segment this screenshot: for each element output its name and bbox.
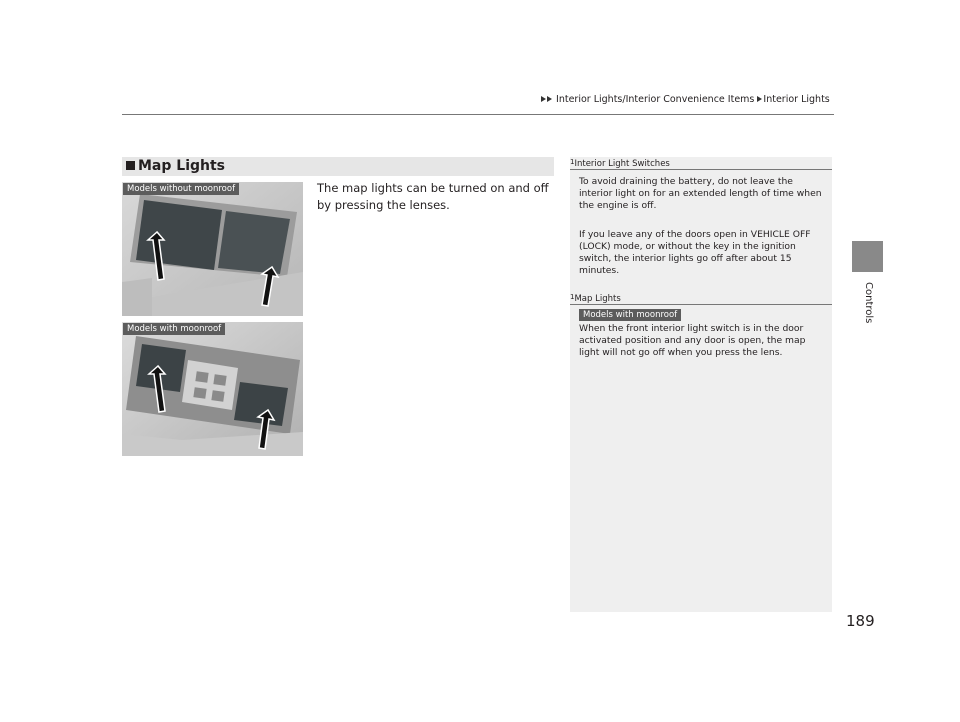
triangle-bullet-icon (541, 96, 546, 102)
section-title-text: Map Lights (138, 158, 226, 174)
headliner-photo-illustration (122, 182, 303, 316)
note-heading-text: Interior Light Switches (574, 159, 670, 169)
notes-panel (570, 157, 832, 612)
reference-marker: 1 (570, 158, 575, 166)
model-tag: Models with moonroof (123, 323, 225, 335)
chapter-tab-marker (852, 241, 883, 272)
note-paragraph: If you leave any of the doors open in VEHICLE OFF (LOCK) mode, or without the key in the ignition switch, the interior lights go off after about 15 minutes. (579, 229, 811, 276)
photo-map-lights-with-moonroof (122, 322, 303, 456)
body-text: The map lights can be turned on and off by pressing the lenses. (317, 181, 549, 212)
square-bullet-icon (126, 161, 135, 170)
section-title (126, 158, 225, 174)
photo-map-lights-without-moonroof (122, 182, 303, 316)
note-rule (570, 304, 832, 305)
model-tag: Models with moonroof (579, 309, 681, 321)
note-rule (570, 169, 832, 170)
note-heading-text: Map Lights (574, 294, 621, 304)
breadcrumb-item[interactable]: Interior Lights (763, 94, 830, 105)
triangle-bullet-icon (757, 96, 762, 102)
page-number: 189 (846, 612, 875, 630)
chapter-tab-label[interactable]: Controls (863, 282, 874, 324)
note-paragraph: To avoid draining the battery, do not leave the interior light on for an extended length of time when the engine is off. (579, 176, 822, 211)
headliner-photo-illustration (122, 322, 303, 456)
triangle-bullet-icon (547, 96, 552, 102)
model-tag: Models without moonroof (123, 183, 239, 195)
breadcrumb-item[interactable]: Interior Lights/Interior Convenience Items (556, 94, 755, 105)
note-heading-interior-light-switches[interactable] (570, 158, 670, 169)
breadcrumb (541, 94, 830, 105)
reference-marker: 1 (570, 293, 575, 301)
note-heading-map-lights[interactable] (570, 293, 621, 304)
header-rule (122, 114, 834, 115)
note-paragraph: When the front interior light switch is in the door activated position and any door is open, the map light will not go off when you press the lens. (579, 323, 806, 358)
